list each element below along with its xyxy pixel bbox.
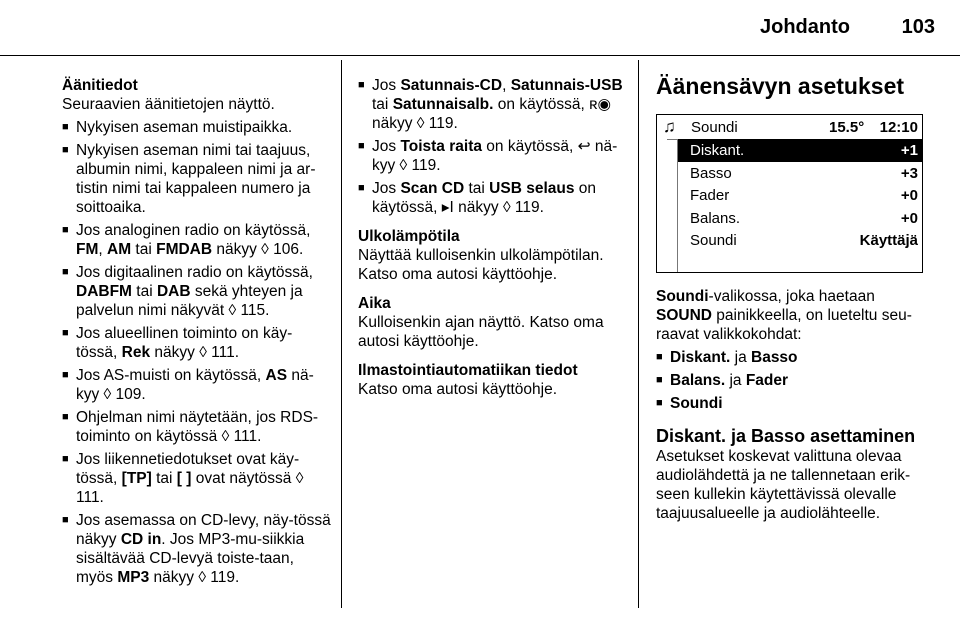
text-run: ja [725, 372, 746, 389]
paragraph: Seuraavien äänitietojen näyttö. [62, 96, 275, 113]
display-menu-row [678, 139, 922, 162]
display-menu-rows [678, 139, 922, 252]
bold-term: Scan CD [400, 180, 465, 197]
text-run: Jos [372, 77, 401, 94]
display-row-value: +3 [900, 164, 918, 182]
spacer [358, 284, 628, 294]
sound-menu-display [656, 114, 923, 273]
display-temperature: 15.5° [829, 119, 865, 136]
text-run: Jos [372, 138, 401, 155]
bold-term: Balans. [670, 372, 726, 389]
bold-term: Diskant. [670, 349, 731, 366]
text-run: sekä yhteyen ja palvelun nimi näkyvät ◊ 115. [76, 283, 303, 319]
paragraph [656, 287, 926, 344]
display-row-label: Fader [690, 187, 730, 205]
header-rule [0, 55, 960, 56]
text-run: Jos alueellinen toiminto on käy-tössä, [76, 325, 293, 361]
text-run: Nykyisen aseman muistipaikka. [76, 119, 293, 136]
bold-term: FM [76, 241, 99, 258]
page-header [760, 18, 935, 46]
list-item [358, 76, 628, 133]
bold-term: MP3 [117, 569, 150, 586]
column-3 [656, 73, 926, 523]
bold-term: Fader [745, 372, 789, 389]
list-item [358, 179, 628, 217]
paragraph: Kulloisenkin ajan näyttö. Katso oma autosi käyttöohje. [358, 314, 604, 350]
text-run: , [502, 77, 511, 94]
bold-term: AM [107, 241, 132, 258]
display-time: 12:10 [879, 119, 918, 136]
bold-term: Satunnais-USB [510, 77, 623, 94]
display-topbar [657, 115, 922, 139]
text-run: näkyy ◊ 119. [149, 569, 240, 586]
text-run: ovat näytössä ◊ 111. [76, 470, 304, 506]
bold-term: Basso [751, 349, 798, 366]
list-item [656, 394, 926, 413]
text-run: Jos AS-muisti on käytössä, [76, 367, 266, 384]
bold-term: DABFM [76, 283, 132, 300]
text-run: on käytössä, ↩ nä-kyy ◊ 119. [372, 138, 618, 174]
list-item [62, 366, 332, 404]
list-item [656, 371, 926, 390]
list-item [62, 141, 332, 217]
paragraph: Katso oma autosi käyttöohje. [358, 381, 558, 398]
column-1 [62, 76, 332, 587]
bold-term: [ ] [176, 470, 192, 487]
bullet-list [62, 118, 332, 587]
display-frame-line [667, 139, 677, 140]
list-item [358, 137, 628, 175]
bold-term: CD in [120, 531, 162, 548]
chapter-title: Johdanto [760, 16, 850, 38]
bold-term: USB selaus [489, 180, 575, 197]
list-item [62, 263, 332, 320]
page-number: 103 [901, 16, 935, 38]
list-item [62, 511, 332, 587]
bold-term: Toista raita [400, 138, 482, 155]
text-run: Jos [372, 180, 401, 197]
bold-term: Soundi [656, 288, 709, 305]
list-item [62, 118, 332, 137]
text-run: ja [730, 349, 751, 366]
display-row-value: +0 [900, 209, 918, 227]
section-title: Äänensävyn asetukset [656, 73, 905, 99]
column-divider [638, 60, 639, 608]
text-run: Jos digitaalinen radio on käytössä, [76, 264, 313, 281]
text-run: tai [372, 96, 393, 113]
paragraph: Asetukset koskevat valittuna olevaa audiolähdettä ja ne tallennetaan erik-seen kullekin käytettävissä olevalle taajuusalueelle ja audiolähteelle. [656, 448, 911, 522]
section-heading: Äänitiedot [62, 77, 138, 94]
display-row-label: Basso [690, 164, 732, 182]
display-row-label: Balans. [690, 209, 741, 227]
list-item [62, 408, 332, 446]
text-run: , [98, 241, 108, 258]
display-row-label: Soundi [690, 232, 737, 250]
text-run: nä-kyy ◊ 109. [76, 367, 314, 403]
list-item [62, 221, 332, 259]
subsection-title: Diskant. ja Basso asettaminen [656, 426, 916, 446]
bold-term: Soundi [670, 395, 723, 412]
text-run: Jos asemassa on CD-levy, näy-tössä näkyy [76, 512, 331, 548]
sections [358, 217, 628, 399]
text-run: on käytössä, ▸I näkyy ◊ 119. [372, 180, 597, 216]
music-note-icon: ♫ [663, 117, 676, 136]
display-menu-label: Soundi [691, 119, 738, 136]
bold-term: FMDAB [156, 241, 213, 258]
spacer [358, 351, 628, 361]
text-run: Jos liikennetiedotukset ovat käy-tössä, [76, 451, 300, 487]
text-run: painikkeella, on lueteltu seu-raavat valikkokohdat: [656, 307, 912, 343]
text-run: tai [151, 470, 177, 487]
bold-term: [TP] [121, 470, 152, 487]
display-row-value: +0 [900, 187, 918, 205]
bold-term: AS [265, 367, 288, 384]
text-run: tai [464, 180, 490, 197]
paragraph: Näyttää kulloisenkin ulkolämpötilan. Katso oma autosi käyttöohje. [358, 247, 604, 283]
list-item [62, 324, 332, 362]
display-menu-row [678, 229, 922, 252]
display-row-value: +1 [900, 142, 918, 159]
list-item [62, 450, 332, 507]
bold-term: DAB [156, 283, 191, 300]
text-run: tai [131, 283, 157, 300]
display-menu-row [678, 207, 922, 230]
text-run: tai [131, 241, 157, 258]
text-run: Ohjelman nimi näytetään, jos RDS-toiminto on käytössä ◊ 111. [76, 409, 319, 445]
display-menu-row [678, 184, 922, 207]
column-divider [341, 60, 342, 608]
display-row-value: Käyttäjä [859, 232, 918, 250]
text-run: Jos analoginen radio on käytössä, [76, 222, 311, 239]
text-run: Nykyisen aseman nimi tai taajuus, albumin nimi, kappaleen nimi ja ar-tistin nimi tai kappaleen numero ja soittoaika. [76, 142, 316, 216]
column-2 [358, 76, 628, 399]
text-run: näkyy ◊ 106. [212, 241, 304, 258]
text-run: -valikossa, joka haetaan [708, 288, 875, 305]
bold-term: Satunnaisalb. [392, 96, 494, 113]
bullet-list [358, 76, 628, 217]
bold-term: SOUND [656, 307, 712, 324]
display-row-label: Diskant. [690, 142, 745, 159]
bold-term: Rek [121, 344, 151, 361]
text-run: . Jos MP3-mu-siikkia sisältävää CD-levyä toiste-taan, myös [76, 531, 305, 586]
section-heading: Ilmastointiautomatiikan tiedot [358, 362, 578, 379]
text-run: on käytössä, ʀ◉ näkyy ◊ 119. [372, 96, 612, 132]
bold-term: Satunnais-CD [400, 77, 503, 94]
text-run: näkyy ◊ 111. [150, 344, 240, 361]
spacer [358, 217, 628, 227]
list-item [656, 348, 926, 367]
bullet-list [656, 348, 926, 413]
section-heading: Aika [358, 295, 391, 312]
display-menu-row [678, 162, 922, 185]
section-heading: Ulkolämpötila [358, 228, 460, 245]
